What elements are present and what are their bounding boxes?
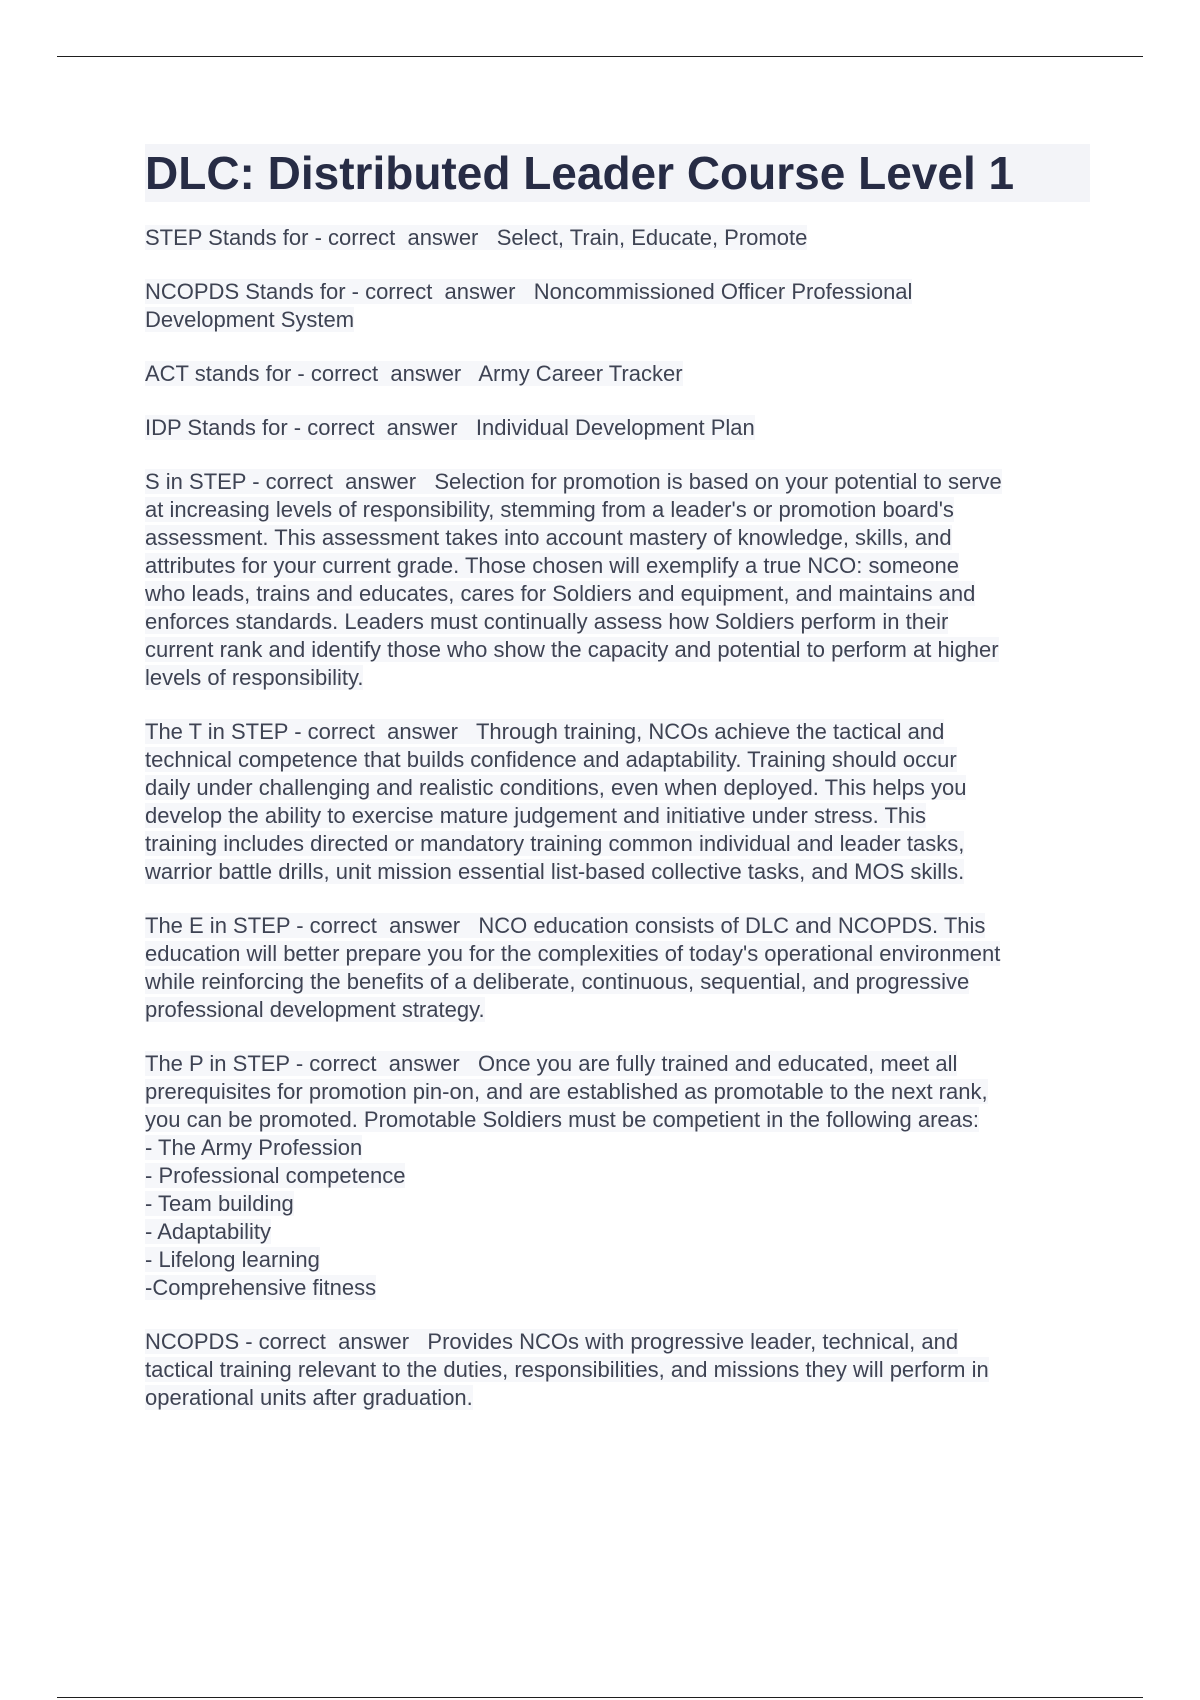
entry-text: ACT stands for - correct answer Army Career Tracker (145, 361, 683, 386)
entry-act (145, 360, 1090, 388)
entry-text: The P in STEP - correct answer Once you are fully trained and educated, meet all prerequisites for promotion pin-on, and are established as promotable to the next rank, you can be promoted. Promotable Soldiers must be competient in the following areas: - The Army Profession - Professional competence - Team building - Adaptability - Lifelong learning -Comprehensive fitness (145, 1051, 988, 1300)
entry-ncopds (145, 1328, 1090, 1412)
entry-text: STEP Stands for - correct answer Select, Train, Educate, Promote (145, 225, 808, 250)
entry-text: The E in STEP - correct answer NCO education consists of DLC and NCOPDS. This education will better prepare you for the complexities of today's operational environment while reinforcing the benefits of a deliberate, continuous, sequential, and progressive professional development strategy. (145, 913, 1001, 1022)
entry-idp (145, 414, 1090, 442)
entry-text: S in STEP - correct answer Selection for promotion is based on your potential to serve at increasing levels of responsibility, stemming from a leader's or promotion board's assessment. This assessment takes into account mastery of knowledge, skills, and attributes for your current grade. Those chosen will exemplify a true NCO: someone who leads, trains and educates, cares for Soldiers and equipment, and maintains and enforces standards. Leaders must continually assess how Soldiers perform in their current rank and identify those who show the capacity and potential to perform at higher levels of responsibility. (145, 469, 1002, 690)
document-body (145, 144, 1090, 1438)
entry-p-in-step (145, 1050, 1090, 1302)
entry-s-in-step (145, 468, 1090, 692)
document-title: DLC: Distributed Leader Course Level 1 (145, 144, 1090, 202)
entry-text: The T in STEP - correct answer Through training, NCOs achieve the tactical and technical competence that builds confidence and adaptability. Training should occur daily under challenging and realistic conditions, even when deployed. This helps you develop the ability to exercise mature judgement and initiative under stress. This training includes directed or mandatory training common individual and leader tasks, warrior battle drills, unit mission essential list-based collective tasks, and MOS skills. (145, 719, 967, 884)
footer-rule (57, 1697, 1143, 1698)
entry-step (145, 224, 1090, 252)
entry-text: NCOPDS - correct answer Provides NCOs with progressive leader, technical, and tactical training relevant to the duties, responsibilities, and missions they will perform in operational units after graduation. (145, 1329, 989, 1410)
entry-text: NCOPDS Stands for - correct answer Noncommissioned Officer Professional Development System (145, 279, 913, 332)
entry-text: IDP Stands for - correct answer Individual Development Plan (145, 415, 755, 440)
entry-t-in-step (145, 718, 1090, 886)
entry-e-in-step (145, 912, 1090, 1024)
header-rule (57, 56, 1143, 57)
entry-ncopds-stands (145, 278, 1090, 334)
